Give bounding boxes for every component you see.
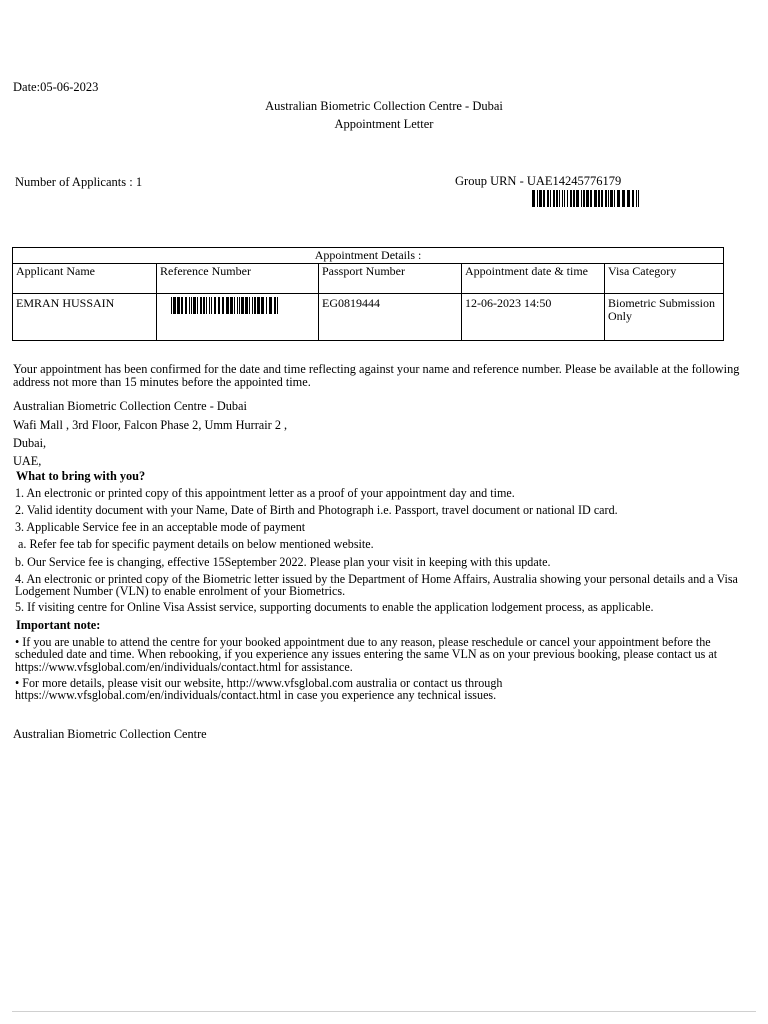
visa-category-cell: Biometric Submission Only: [605, 294, 724, 341]
address-line: Australian Biometric Collection Centre - Dubai: [13, 399, 247, 413]
appointment-details-table: [12, 247, 724, 341]
column-header: Reference Number: [157, 264, 319, 294]
applicants-count: Number of Applicants : 1: [15, 175, 143, 189]
applicant-name-cell: EMRAN HUSSAIN: [13, 294, 157, 341]
list-item: • If you are unable to attend the centre for your booked appointment due to any reason, please reschedule or cancel your appointment before the scheduled date and time. When rebooking, if you experience any issues entering the same VLN as on your previous booking, please contact us at https://www.vfsglobal.com/en/individuals/contact.html for assistance.: [15, 635, 718, 674]
list-item: 4. An electronic or printed copy of the Biometric letter issued by the Department of Home Affairs, Australia showing your personal details and a Visa Lodgement Number (VLN) to enable enrolment of your Biometrics.: [15, 572, 738, 599]
address-line: UAE,: [13, 454, 42, 468]
bring-heading: What to bring with you?: [16, 469, 146, 483]
letter-title: Appointment Letter: [334, 117, 434, 131]
list-item: 3. Applicable Service fee in an acceptable mode of payment: [15, 520, 306, 534]
reference-number-barcode: [171, 297, 279, 314]
important-heading: Important note:: [16, 618, 101, 632]
list-item: 2. Valid identity document with your Name, Date of Birth and Photograph i.e. Passport, travel document or national ID card.: [15, 503, 618, 517]
address-line: Dubai,: [13, 436, 47, 450]
appointment-datetime-cell: 12-06-2023 14:50: [462, 294, 605, 341]
group-urn-barcode: [532, 190, 640, 207]
passport-number-cell: EG0819444: [319, 294, 462, 341]
column-header: Passport Number: [319, 264, 462, 294]
reference-number-cell: [157, 294, 319, 341]
column-header: Appointment date & time: [462, 264, 605, 294]
column-header: Visa Category: [605, 264, 724, 294]
column-header: Applicant Name: [13, 264, 157, 294]
list-item: • For more details, please visit our website, http://www.vfsglobal.com australia or contact us through https://www.vfsglobal.com/en/individuals/contact.html in case you experience any technical issues.: [15, 676, 503, 703]
list-item: a. Refer fee tab for specific payment details on below mentioned website.: [15, 537, 374, 551]
letter-date: Date:05-06-2023: [13, 80, 99, 94]
page-divider: [12, 1011, 756, 1012]
centre-title: Australian Biometric Collection Centre - Dubai: [265, 99, 503, 113]
signature: Australian Biometric Collection Centre: [13, 727, 207, 741]
group-urn: Group URN - UAE14245776179: [455, 174, 622, 188]
list-item: 5. If visiting centre for Online Visa Assist service, supporting documents to enable the application lodgement process, as applicable.: [15, 600, 654, 614]
list-item: 1. An electronic or printed copy of this appointment letter as a proof of your appointment day and time.: [15, 486, 515, 500]
table-row: [13, 294, 724, 341]
confirmation-text: Your appointment has been confirmed for the date and time reflecting against your name and reference number. Please be available at the following address not more than 15 minutes before the appointed time.: [13, 362, 740, 389]
table-caption: Appointment Details :: [13, 248, 724, 264]
list-item: b. Our Service fee is changing, effective 15September 2022. Please plan your visit in keeping with this update.: [15, 555, 551, 569]
address-line: Wafi Mall , 3rd Floor, Falcon Phase 2, Umm Hurrair 2 ,: [13, 418, 288, 432]
